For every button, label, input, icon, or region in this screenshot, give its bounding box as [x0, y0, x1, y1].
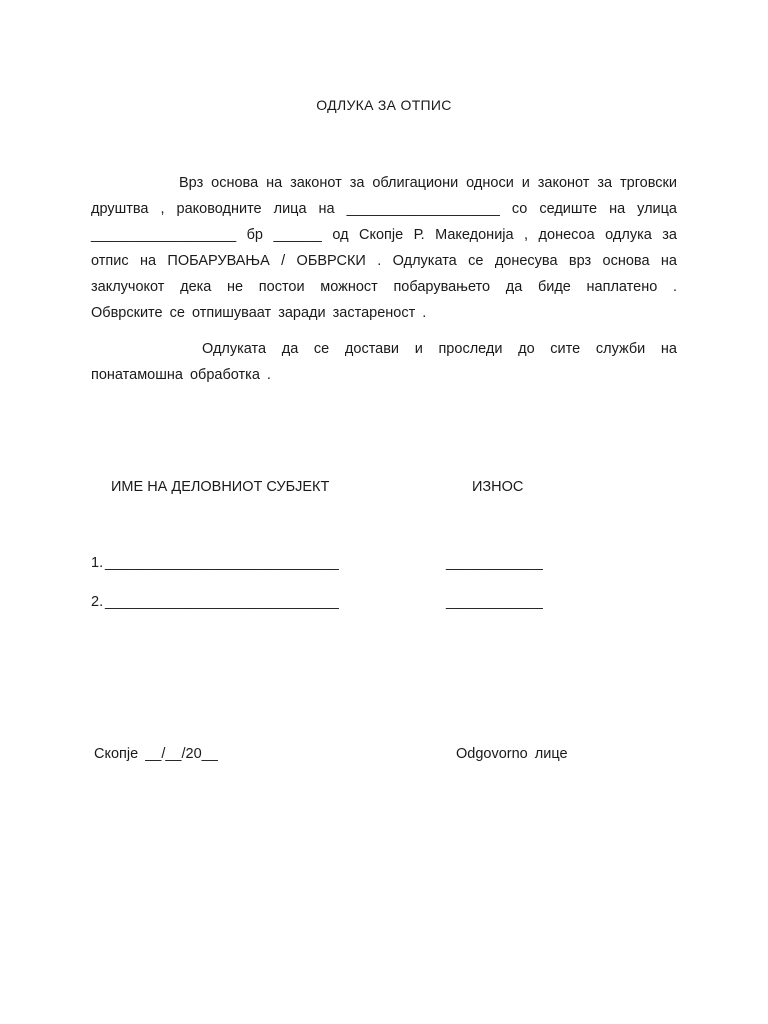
- amount-blank: ____________: [446, 555, 543, 571]
- column-header-business-name: ИМЕ НА ДЕЛОВНИОТ СУБЈЕКТ: [111, 479, 330, 495]
- entry-number: 1.: [91, 555, 104, 571]
- decision-paragraph: Врз основа на законот за облигациони односи и законот за трговски друштва , раководните лица на ___________________ со седиште на улица __________________ бр ______ од Скопје Р. Македонија , донесоа одлука за отпис на ПОБАРУВАЊА / ОБВРСКИ . Одлуката се донесува врз основа на заклучокот дека не постои можност побарувањето да биде наплатено . Обврските се отпишуваат заради застареност .: [91, 175, 677, 321]
- business-name-blank: _____________________________: [105, 594, 339, 610]
- column-header-amount: ИЗНОС: [472, 479, 524, 495]
- business-name-blank: _____________________________: [105, 555, 339, 571]
- place-date-line: Скопје __/__/20__: [94, 746, 218, 762]
- signature-label: Odgovorno лице: [456, 746, 568, 762]
- delivery-paragraph: Одлуката да се достави и проследи до сите служби на понатамошна обработка .: [91, 341, 677, 383]
- entry-number: 2.: [91, 594, 104, 610]
- document-title: ОДЛУКА ЗА ОТПИС: [316, 97, 452, 113]
- amount-blank: ____________: [446, 594, 543, 610]
